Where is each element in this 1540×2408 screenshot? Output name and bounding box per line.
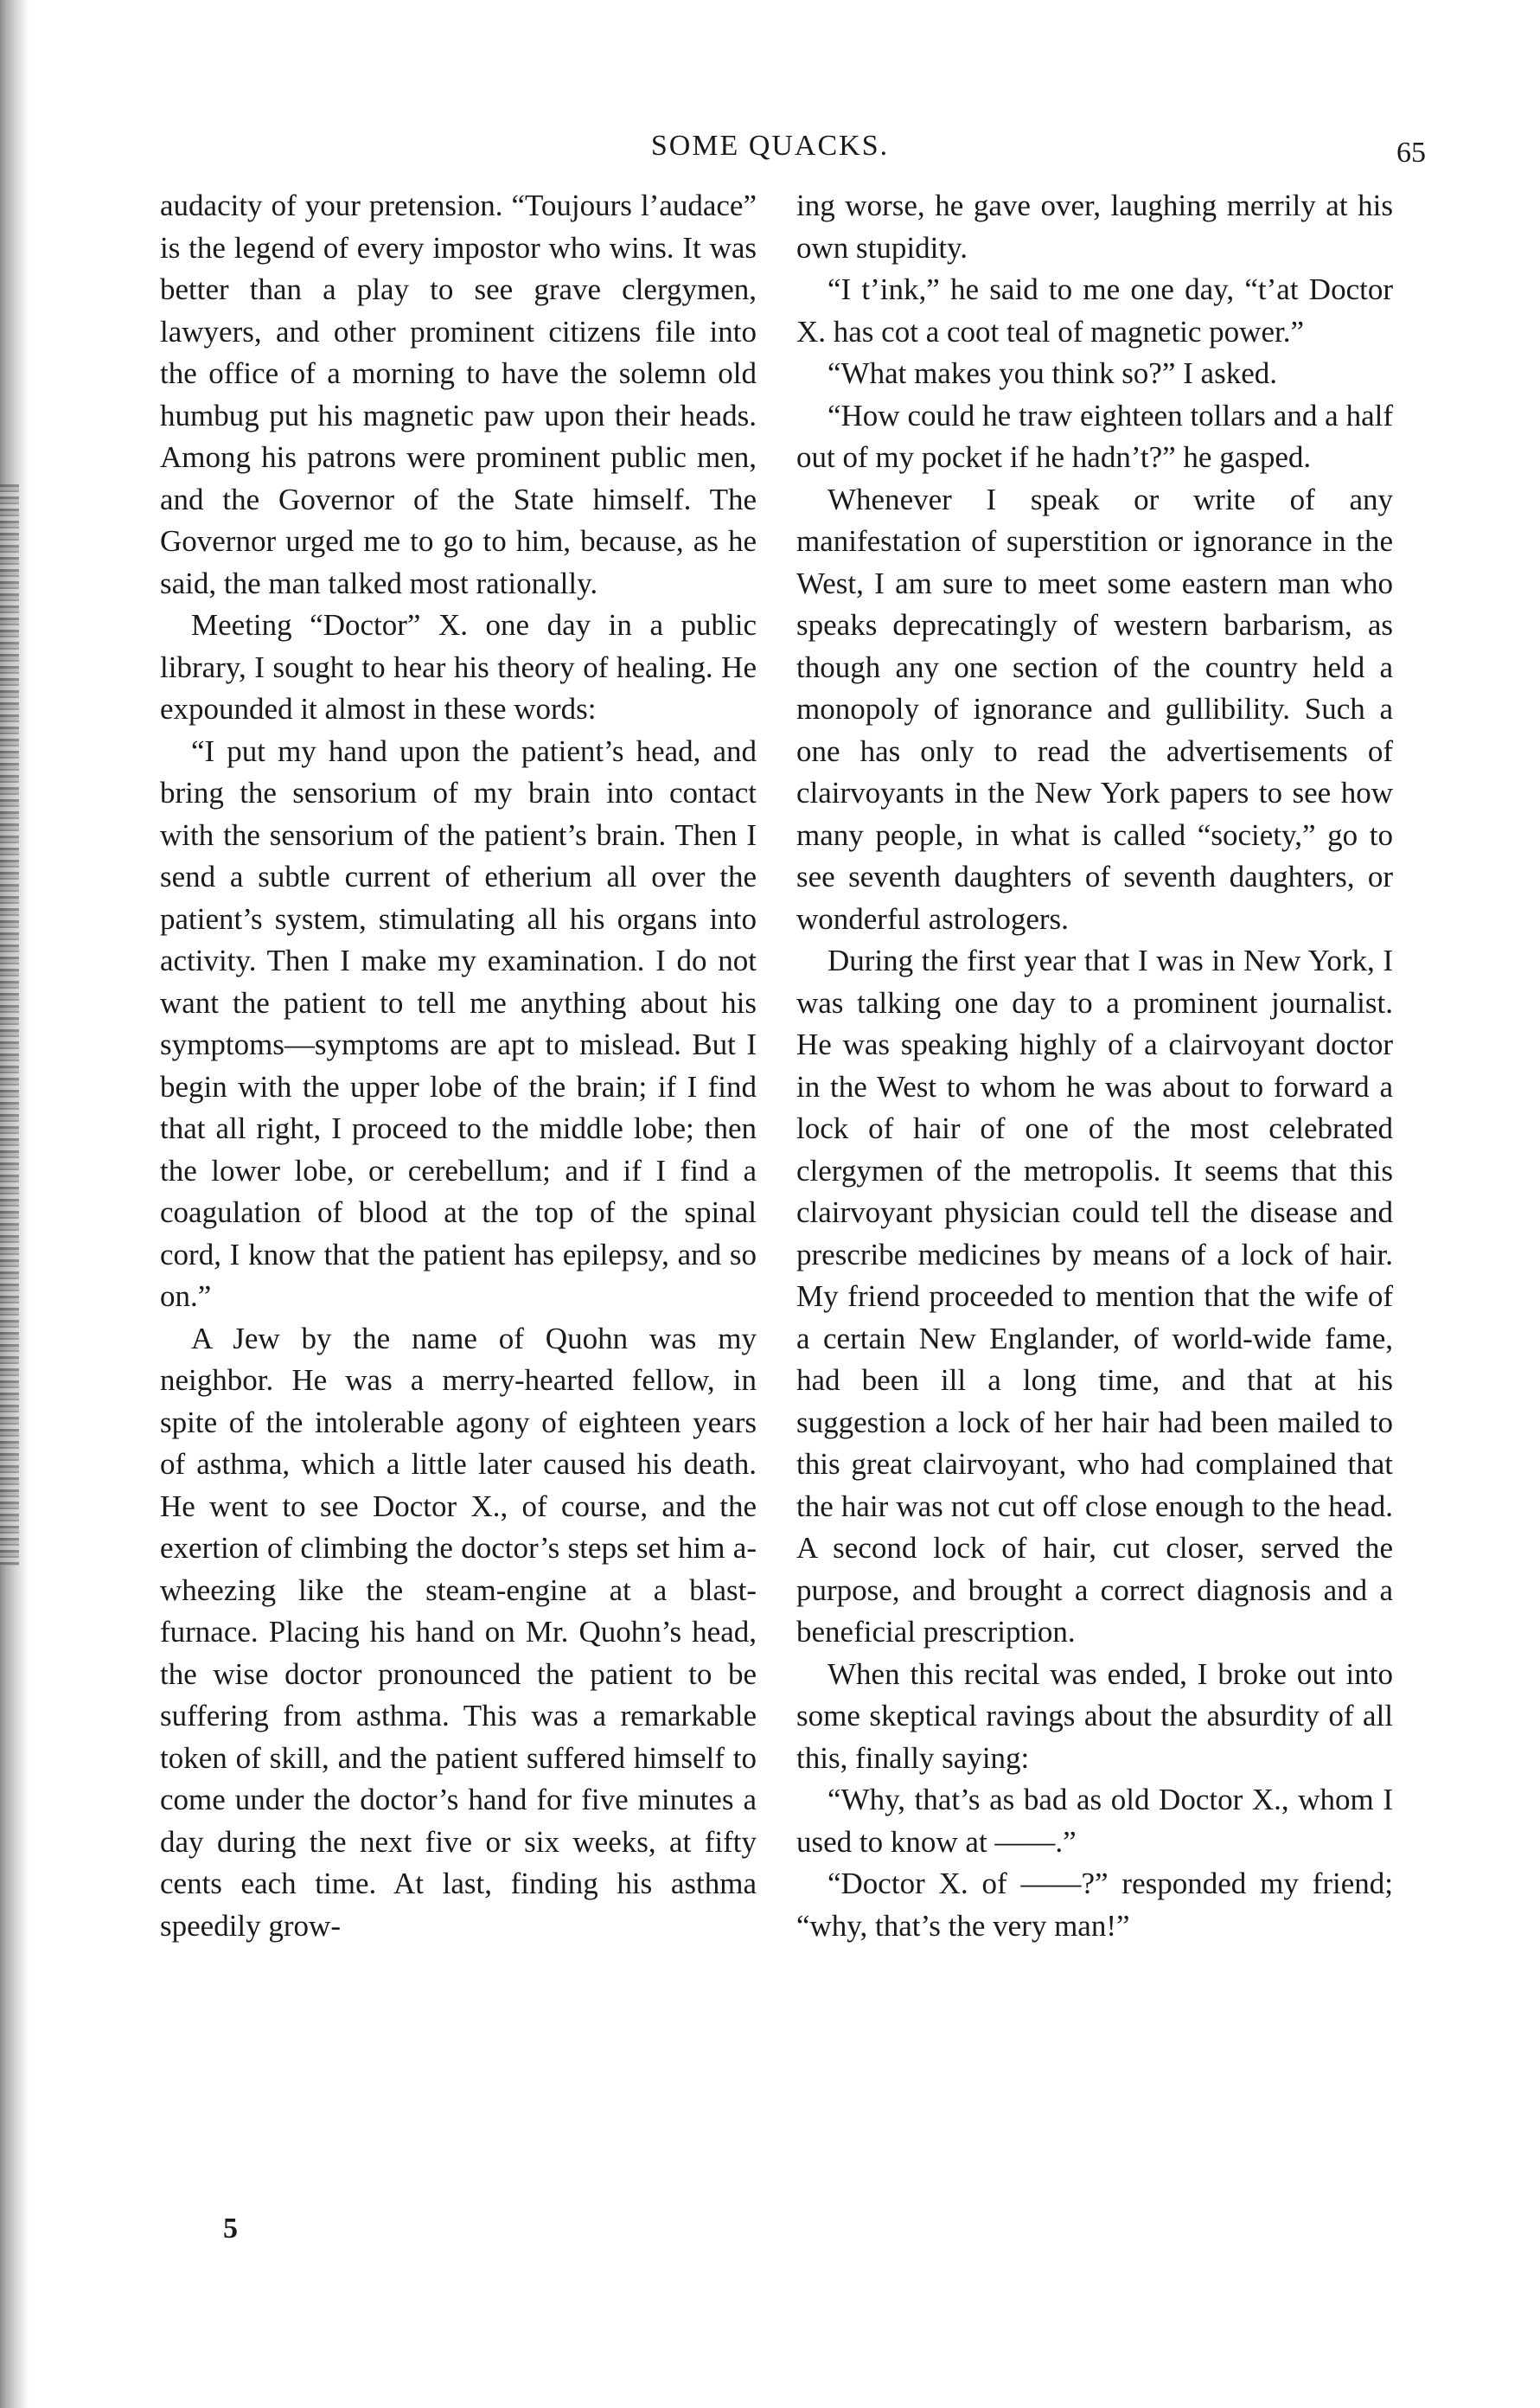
right-column	[796, 185, 1393, 1947]
paragraph: “I put my hand upon the patient’s head, and bring the sensorium of my brain into contact with the sensorium of the patient’s brain. Then I send a subtle current of etherium all over the patient’s system, stimulating all his organs into activity. Then I make my examination. I do not want the patient to tell me anything about his symptoms—symptoms are apt to mislead. But I begin with the upper lobe of the brain; if I find that all right, I proceed to the middle lobe; then the lower lobe, or cerebellum; and if I find a coagulation of blood at the top of the spinal cord, I know that the patient has epilepsy, and so on.”	[160, 733, 757, 1313]
paragraph: audacity of your pretension. “Toujours l’audace” is the legend of every impostor who wins. It was better than a play to see grave clergymen, lawyers, and other prominent citizens file into the office of a morning to have the solemn old humbug put his magnetic paw upon their heads. Among his patrons were prominent public men, and the Governor of the State himself. The Governor urged me to go to him, because, as he said, the man talked most rationally.	[160, 189, 757, 600]
page-number: 65	[1396, 137, 1426, 169]
signature-mark: 5	[223, 2213, 238, 2245]
paragraph: “I t’ink,” he said to me one day, “t’at Doctor X. has cot a coot teal of magnetic power.”	[796, 272, 1393, 349]
running-title: SOME QUACKS.	[650, 130, 890, 162]
paragraph: ing worse, he gave over, laughing merrily at his own stupidity.	[796, 189, 1393, 265]
paragraph: During the first year that I was in New York, I was talking one day to a prominent journalist. He was speaking highly of a clairvoyant doctor in the West to whom he was about to forward a lock of hair of one of the most celebrated clergymen of the metropolis. It seems that this clairvoyant physician could tell the disease and prescribe medicines by means of a lock of hair. My friend proceeded to mention that the wife of a certain New Englander, of world-wide fame, had been ill a long time, and that at his suggestion a lock of her hair had been mailed to this great clairvoyant, who had complained that the hair was not cut off close enough to the head. A second lock of hair, cut closer, served the purpose, and brought a correct diagnosis and a beneficial prescription.	[796, 944, 1393, 1649]
binding-texture	[0, 484, 19, 1566]
paragraph: “What makes you think so?” I asked.	[828, 356, 1277, 390]
paragraph: “Why, that’s as bad as old Doctor X., whom I used to know at ——.”	[796, 1783, 1393, 1859]
paragraph: “Doctor X. of ——?” responded my friend; “why, that’s the very man!”	[796, 1867, 1393, 1943]
left-column	[160, 185, 757, 1947]
paragraph: A Jew by the name of Quohn was my neighbor. He was a merry-hearted fellow, in spite of the intolerable agony of eighteen years of asthma, which a little later caused his death. He went to see Doctor X., of course, and the exertion of climbing the doctor’s steps set him a-wheezing like the steam-engine at a blast-furnace. Placing his hand on Mr. Quohn’s head, the wise doctor pronounced the patient to be suffering from asthma. This was a remarkable token of skill, and the patient suffered himself to come under the doctor’s hand for five minutes a day during the next five or six weeks, at fifty cents each time. At last, finding his asthma speedily grow-	[160, 1321, 757, 1943]
running-head	[0, 130, 1540, 173]
paragraph: “How could he traw eighteen tollars and a half out of my pocket if he hadn’t?” he gasped.	[796, 398, 1393, 474]
paragraph: Meeting “Doctor” X. one day in a public library, I sought to hear his theory of healing. He expounded it almost in these words:	[160, 608, 757, 726]
paragraph: Whenever I speak or write of any manifestation of superstition or ignorance in the West, I am sure to meet some eastern man who speaks deprecatingly of western barbarism, as though any one section of the country held a monopoly of ignorance and gullibility. Such a one has only to read the advertisements of clairvoyants in the New York papers to see how many people, in what is called “society,” go to see seventh daughters of seventh daughters, or wonderful astrologers.	[796, 482, 1393, 936]
paragraph: When this recital was ended, I broke out into some skeptical ravings about the absurdity of all this, finally saying:	[796, 1656, 1393, 1775]
